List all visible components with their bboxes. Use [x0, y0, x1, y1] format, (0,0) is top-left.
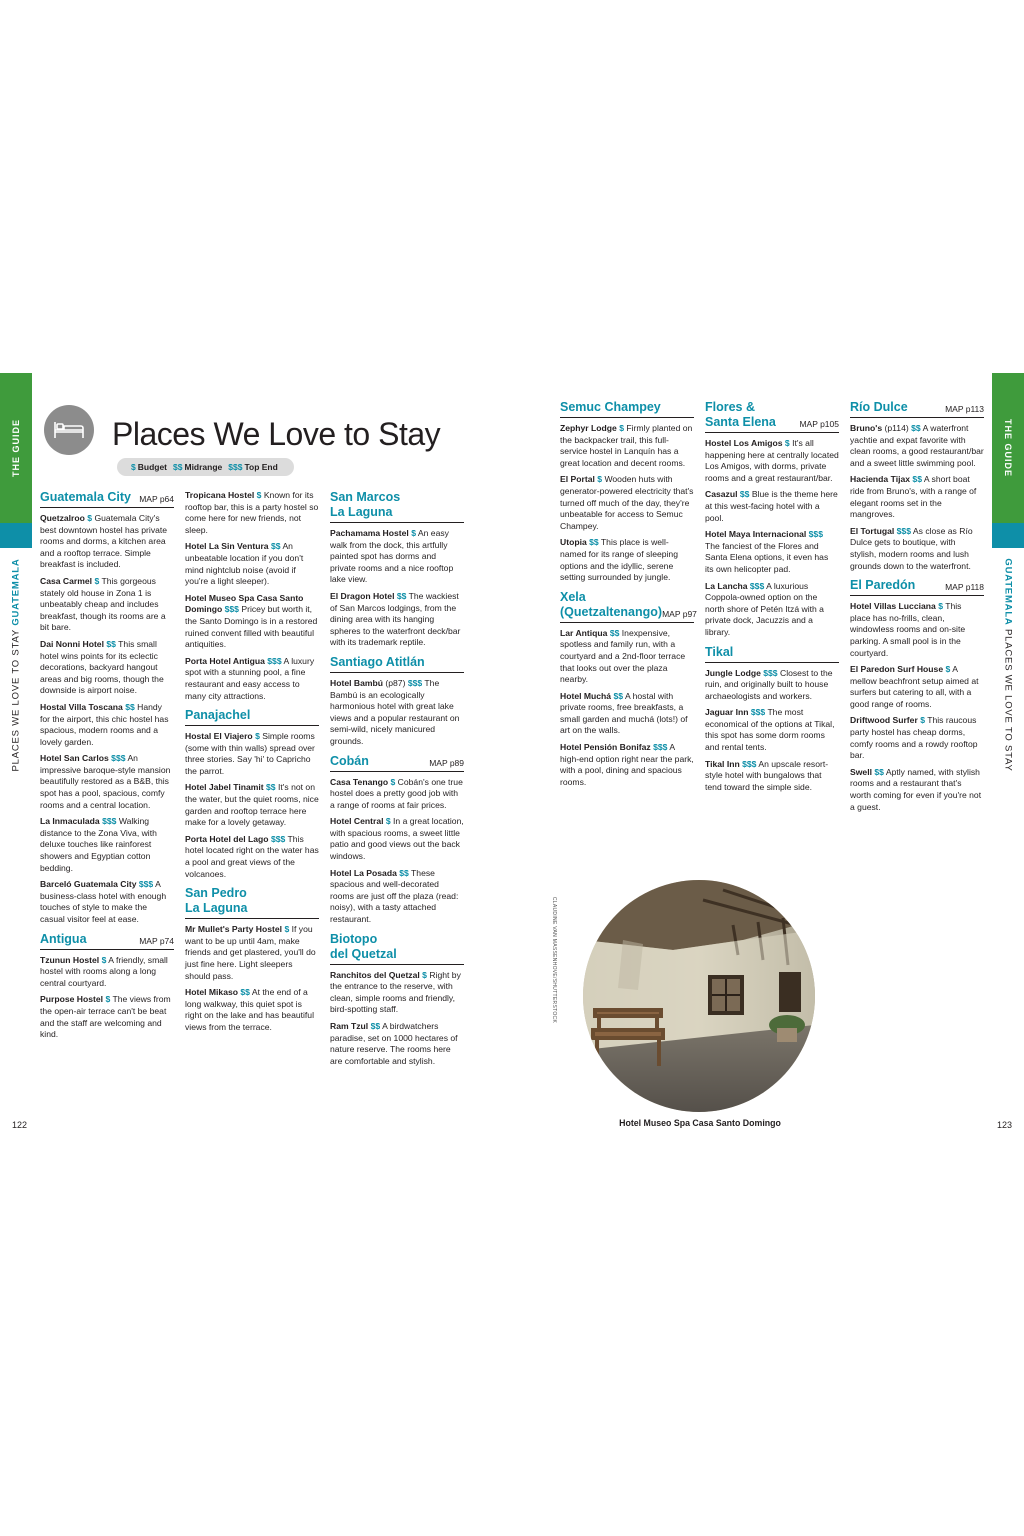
listing-name: Hacienda Tijax — [850, 474, 911, 485]
listing-price: $$$ — [138, 879, 154, 890]
listing-entry — [330, 868, 464, 926]
section-heading — [850, 400, 984, 418]
listing-price: $$ — [370, 1021, 381, 1031]
photo-credit-text: CLAUDINE VAN MASSENHOVE/SHUTTERSTOCK — [551, 896, 557, 1024]
left-tab-guide — [0, 373, 32, 523]
listing-description: The Bambú is an ecologically harmonious hotel with great lake views and a popular restaurant on semi-wild, nicely manicured grounds. — [330, 677, 460, 746]
listing-description: This place has no-frills, clean, windowless rooms and on-site parking. A small pool is in the courtyard. — [850, 601, 966, 658]
listing-name: Porta Hotel del Lago — [185, 833, 269, 844]
listing-price: $ — [87, 513, 93, 523]
section — [330, 655, 464, 748]
listing-entry — [560, 474, 694, 532]
listing-description: Walking distance to the Zona Viva, with deluxe touches like rainforest showers and Egyptian cotton bedding. — [40, 816, 157, 873]
listing-name: Hotel Museo Spa Casa Santo Domingo — [185, 592, 304, 615]
photo-caption: Hotel Museo Spa Casa Santo Domingo — [619, 1118, 781, 1128]
listing-entry — [705, 581, 839, 639]
section-map-ref: MAP p97 — [662, 608, 697, 619]
legend-label: Midrange — [184, 462, 223, 472]
left-page-number: 122 — [12, 1120, 28, 1130]
section-title: Guatemala City — [40, 490, 132, 504]
section-heading — [330, 754, 464, 772]
right-column-1 — [560, 400, 697, 794]
legend-label: Top End — [244, 462, 278, 472]
section — [40, 490, 174, 926]
section-heading — [40, 932, 174, 950]
right-tab-guide-label: THE GUIDE — [1003, 418, 1014, 478]
listing-name: El Dragon Hotel — [330, 590, 395, 601]
listing-description: A birdwatchers paradise, set on 1000 hectares of nature reserve. The rooms here are comfortable and stylish. — [330, 1021, 458, 1066]
left-side-running — [4, 560, 28, 770]
listing-name: El Portal — [560, 474, 595, 485]
section-title: Tikal — [705, 644, 734, 659]
right-column-3 — [850, 400, 984, 819]
listing-price: $$$ — [111, 753, 126, 764]
listing-name: El Tortugal — [850, 525, 895, 536]
listing-description: This hotel located right on the water has a pool and great views of the volcanoes. — [185, 833, 319, 879]
listing-name: Dai Nonni Hotel — [40, 638, 104, 649]
listing-price: $$$ — [653, 742, 668, 753]
listing-price: $ — [105, 994, 111, 1005]
listing-price: $$$ — [749, 580, 765, 591]
listing-page-ref: (p114) — [884, 423, 909, 433]
listing-price: $$$ — [750, 707, 766, 718]
listing-entry — [40, 576, 174, 634]
listing-price: $ — [94, 575, 100, 586]
section-title: San Pedro La Laguna — [185, 886, 248, 916]
listing-description: Right by the entrance to the reserve, with clean, simple rooms and friendly, bird-spotting staff. — [330, 969, 461, 1015]
right-tab-country — [992, 523, 1024, 548]
listing-description: Cobán's one true hostel does a pretty good job with a range of rooms at fair prices. — [330, 776, 463, 810]
section-heading — [560, 400, 694, 418]
listing-price: $$ — [240, 987, 250, 998]
listing-entry — [850, 767, 984, 813]
listing-entry — [330, 777, 464, 812]
legend-item — [173, 462, 222, 472]
listing-name: Lar Antiqua — [560, 627, 608, 638]
section-title: San Marcos La Laguna — [330, 490, 401, 519]
listing-entry — [560, 628, 694, 686]
left-tab-guide-label: THE GUIDE — [11, 418, 22, 478]
section-heading — [850, 578, 984, 596]
section — [330, 490, 464, 649]
listing-price: $$ — [609, 627, 620, 638]
listing-price: $$ — [399, 867, 409, 878]
listing-name: Casazul — [705, 489, 738, 500]
listing-description: Blue is the theme here at this west-facing hotel with a pool. — [705, 489, 838, 523]
listing-price: $ — [256, 490, 262, 500]
listing-description: Aptly named, with stylish rooms and a restaurant that's worth coming for even if you're not a guest. — [850, 766, 982, 812]
section-heading — [330, 932, 464, 965]
left-column-3 — [330, 490, 464, 1073]
listing-price: $$$ — [763, 667, 778, 678]
listing-name: Jungle Lodge — [705, 667, 761, 678]
listing-entry — [185, 782, 319, 828]
listing-price: $$$ — [270, 833, 286, 844]
listing-name: Mr Mullet's Party Hostel — [185, 924, 283, 935]
listing-description: As close as Río Dulce gets to boutique, with stylish, modern rooms and lush grounds down to the waterfront. — [850, 525, 973, 571]
right-page-number: 123 — [997, 1120, 1013, 1130]
listing-entry — [560, 742, 694, 788]
section-map-ref: MAP p64 — [139, 494, 174, 504]
listing-name: Porta Hotel Antigua — [185, 655, 265, 666]
listing-name: Hotel San Carlos — [40, 753, 109, 764]
listing-name: Purpose Hostel — [40, 994, 104, 1005]
listing-description: Wooden huts with generator-powered electricity that's turned off much of the day, they're unbeatable for access to Semuc Champey. — [560, 474, 694, 531]
listing-name: Ram Tzul — [330, 1021, 369, 1031]
listing-entry — [705, 707, 839, 753]
listing-description: A mellow beachfront setup aimed at surfers but catering to all, with a good range of rooms. — [850, 664, 979, 709]
left-tab-country — [0, 523, 32, 548]
listing-description: A business-class hotel with enough touches of style to make the casual visitor feel at ease. — [40, 879, 167, 924]
listing-name: Hotel Central — [330, 816, 384, 827]
listing-entry — [850, 474, 984, 520]
listing-entry — [185, 490, 319, 536]
hotel-photo — [583, 880, 815, 1112]
section-title: Santiago Atitlán — [330, 654, 425, 669]
section-heading — [185, 886, 319, 919]
listing-name: Casa Tenango — [330, 776, 389, 787]
section-title: Antigua — [40, 931, 87, 946]
listing-name: Tzunun Hostel — [40, 954, 100, 965]
legend-item — [131, 462, 167, 472]
section-heading — [705, 400, 839, 433]
section-title: Semuc Champey — [560, 400, 661, 414]
legend-label: Budget — [137, 462, 168, 472]
listing-name: Hostel Los Amigos — [705, 438, 783, 448]
photo-credit — [549, 896, 559, 1024]
listing-price: $$ — [106, 638, 116, 649]
listing-description: An easy walk from the dock, this artfully painted spot has dorms and private rooms and a nice rooftop lake view. — [330, 528, 454, 585]
listing-price: $$ — [270, 541, 281, 552]
listing-entry — [185, 924, 319, 982]
listing-name: Hotel Maya Internacional — [705, 529, 807, 540]
listing-page-ref: (p87) — [385, 677, 406, 688]
listing-name: Barceló Guatemala City — [40, 879, 137, 890]
listing-description: A short boat ride from Bruno's, with a range of elegant rooms set in the mangroves. — [850, 474, 977, 520]
listing-entry — [185, 834, 319, 880]
section-title: Cobán — [330, 753, 369, 768]
listing-name: Hotel Muchá — [560, 690, 612, 701]
right-side-running-text: PLACES WE LOVE TO STAY — [1002, 629, 1014, 772]
listing-description: A friendly, small hostel with rooms along a long central courtyard. — [40, 954, 168, 988]
listing-description: It's all happening here at centrally located Los Amigos, with dorms, private rooms and a great restaurant/bar. — [705, 438, 839, 483]
listing-name: Tikal Inn — [705, 758, 740, 769]
section-map-ref: MAP p89 — [429, 757, 464, 768]
listing-price: $$$ — [102, 816, 117, 827]
section-title: Biotopo del Quetzal — [330, 931, 397, 961]
listing-description: A waterfront yachtie and expat favorite with clean rooms, a good restaurant/bar and a sweet little swimming pool. — [850, 423, 984, 468]
listing-price: $ — [385, 816, 391, 827]
listing-entry — [330, 816, 464, 862]
listing-description: Known for its rooftop bar, this is a party hostel so come here for new friends, not sleep. — [185, 490, 319, 535]
listing-price: $ — [422, 969, 427, 980]
listing-name: Zephyr Lodge — [560, 423, 617, 433]
listing-name: La Lancha — [705, 580, 748, 591]
section — [560, 589, 697, 789]
listing-name: Quetzalroo — [40, 513, 85, 523]
legend-symbol: $$$ — [228, 462, 243, 472]
section-title: El Paredón — [850, 578, 916, 593]
listing-price: $$$ — [407, 677, 423, 688]
section — [330, 932, 464, 1068]
listing-price: $$ — [613, 690, 624, 701]
section-title: Xela (Quetzaltenango) — [560, 589, 663, 619]
section — [705, 645, 839, 794]
listing-description: A luxurious Coppola-owned option on the north shore of Petén Itzá with a private dock, Jacuzzis and a library. — [705, 580, 824, 637]
section-map-ref: MAP p113 — [945, 404, 984, 414]
listing-description: In a great location, with spacious rooms, a sweet little patio and good views out the back windows. — [330, 816, 464, 862]
listing-entry — [185, 541, 319, 587]
listing-price: $$ — [396, 590, 407, 601]
left-side-running-text: PLACES WE LOVE TO STAY — [10, 629, 22, 772]
listing-price: $$$ — [808, 529, 823, 540]
listing-entry — [40, 994, 174, 1040]
left-side-country-text: GUATEMALA — [10, 558, 22, 626]
listing-price: $ — [784, 438, 790, 448]
section — [185, 708, 319, 880]
listing-name: Bruno's — [850, 423, 883, 433]
listing-price: $$$ — [224, 604, 239, 615]
listing-description: The fanciest of the Flores and Santa Elena options, it even has its own helicopter pad. — [705, 540, 829, 574]
listing-price: $$ — [912, 474, 922, 485]
section-title: Panajachel — [185, 708, 251, 723]
listing-description: This gorgeous stately old house in Zona 1 is unbeatably cheap and includes breakfast, though its rooms are a bit bare. — [40, 575, 166, 633]
listing-name: Hotel Villas Lucciana — [850, 601, 936, 612]
listing-description: At the end of a long walkway, this quiet spot is right on the lake and has beautiful views from the terrace. — [185, 987, 314, 1032]
left-column-1 — [40, 490, 174, 1047]
listing-price: $ — [255, 731, 260, 742]
listing-entry — [330, 970, 464, 1016]
listing-description: It's not on the water, but the quiet rooms, nice garden and rooftop terrace here make for a lovely getaway. — [185, 782, 319, 828]
listing-entry — [850, 715, 984, 761]
section — [705, 400, 839, 639]
listing-entry — [850, 664, 984, 710]
listing-price: $$ — [125, 701, 135, 712]
listing-price: $ — [920, 715, 925, 726]
listing-entry — [330, 591, 464, 649]
listing-name: Hostal El Viajero — [185, 731, 253, 742]
legend-item — [228, 462, 278, 472]
section-map-ref: MAP p118 — [945, 582, 984, 593]
section-map-ref: MAP p105 — [799, 419, 839, 429]
listing-price: $ — [597, 474, 603, 485]
listing-name: Hotel Mikaso — [185, 987, 239, 998]
section-heading — [330, 490, 464, 523]
listing-description: Guatemala City's best downtown hostel has private rooms and dorms, a kitchen area and a rooftop terrace. Simple breakfast is included. — [40, 513, 168, 570]
listing-price: $ — [619, 423, 624, 433]
listing-price: $$$ — [267, 655, 282, 666]
section — [850, 400, 984, 572]
listing-description: Firmly planted on the backpacker trail, this full-service hostel in Lanquín has a great location and decent rooms. — [560, 423, 693, 468]
listing-description: An impressive baroque-style mansion beautifully restored as a B&B, this spot has a pool, spacious, comfy rooms and a central location. — [40, 753, 171, 810]
listing-entry — [40, 639, 174, 697]
listing-name: Hotel Pensión Bonifaz — [560, 742, 651, 753]
page-title: Places We Love to Stay — [112, 416, 441, 452]
section-title: Río Dulce — [850, 400, 908, 414]
right-column-2 — [705, 400, 839, 799]
listing-entry — [850, 423, 984, 469]
listing-price: $$ — [589, 537, 599, 548]
section-heading — [560, 589, 697, 623]
section — [850, 578, 984, 813]
section — [40, 932, 174, 1041]
listing-description: Handy for the airport, this chic hostel has spacious, modern rooms and a lovely garden. — [40, 701, 169, 747]
left-column-2 — [185, 490, 319, 1040]
listing-description: This raucous party hostel has cheap dorms, comfy rooms and a rowdy rooftop bar. — [850, 715, 978, 761]
listing-description: A luxury spot with a stunning pool, a fine restaurant and easy access to many city attractions. — [185, 655, 315, 701]
listing-price: $ — [945, 664, 951, 675]
listing-entry — [330, 528, 464, 586]
listing-description: Inexpensive, spotless and family run, with a courtyard and a 2nd-floor terrace that looks out over the plaza nearby. — [560, 627, 686, 685]
listing-price: $$ — [739, 489, 750, 500]
listing-price: $ — [411, 528, 416, 538]
right-tab-guide — [992, 373, 1024, 523]
listing-description: A hostal with private rooms, free breakfasts, a small garden and muchá (lots!) of art on the walls. — [560, 690, 688, 736]
listing-entry — [850, 601, 984, 659]
listing-entry — [40, 816, 174, 874]
legend-symbol: $$ — [173, 462, 183, 472]
listing-price: $ — [938, 601, 943, 612]
listing-entry — [560, 423, 694, 469]
listing-entry — [850, 526, 984, 572]
listing-name: Hotel Bambú — [330, 677, 383, 688]
right-side-country-text: GUATEMALA — [1002, 558, 1014, 626]
listing-description: A high-end option right near the park, with a pool, dining and spacious rooms. — [560, 742, 694, 787]
listing-name: Tropicana Hostel — [185, 490, 255, 500]
section — [560, 400, 694, 584]
listing-entry — [705, 759, 839, 794]
listing-description: Pricey but worth it, the Santo Domingo is in a restored ruined convent filled with beautiful antiquities. — [185, 604, 318, 650]
listing-entry — [40, 879, 174, 925]
section — [185, 886, 319, 1033]
bed-icon — [44, 405, 94, 455]
listing-price: $$$ — [742, 758, 757, 769]
listing-entry — [40, 702, 174, 748]
listing-name: El Paredon Surf House — [850, 664, 944, 675]
listing-entry — [560, 537, 694, 583]
section-map-ref: MAP p74 — [139, 935, 174, 946]
section-heading — [185, 708, 319, 726]
listing-entry — [705, 438, 839, 484]
listing-name: Driftwood Surfer — [850, 715, 918, 726]
listing-description: This small hotel wins points for its eclectic decorations, backyard hangout areas and big rooms, though the downside is airport noise. — [40, 638, 164, 696]
listing-entry — [185, 987, 319, 1033]
listing-description: An upscale resort-style hotel with bungalows that tend toward the simple side. — [705, 758, 829, 792]
listing-name: Hotel La Posada — [330, 867, 397, 878]
section-heading — [330, 655, 464, 673]
listing-entry — [560, 691, 694, 737]
listing-entry — [185, 656, 319, 702]
listing-description: The views from the open-air terrace can't be beat and the staff are welcoming and kind. — [40, 994, 171, 1040]
section — [185, 490, 319, 702]
listing-description: If you want to be up until 4am, make friends and get plastered, you'll do just fine here. Light sleepers should pass. — [185, 924, 316, 981]
listing-entry — [705, 529, 839, 575]
listing-price: $$ — [874, 766, 884, 777]
listing-name: Utopia — [560, 537, 587, 548]
listing-name: Casa Carmel — [40, 575, 93, 586]
listing-description: An unbeatable location if you don't mind nightclub noise (avoid if you're a light sleeper). — [185, 541, 304, 587]
listing-name: Jaguar Inn — [705, 707, 749, 718]
listing-entry — [40, 955, 174, 990]
legend-symbol: $ — [131, 462, 136, 472]
listing-name: Hostal Villa Toscana — [40, 701, 123, 712]
listing-name: Hotel Jabel Tinamit — [185, 782, 264, 793]
listing-description: Closest to the ruin, and originally built to house archaeologists and workers. — [705, 667, 833, 701]
listing-entry — [705, 668, 839, 703]
listing-price: $ — [284, 924, 290, 935]
section-heading — [40, 490, 174, 508]
listing-price: $ — [101, 954, 107, 965]
listing-entry — [330, 1021, 464, 1067]
listing-price: $$ — [266, 782, 276, 793]
listing-entry — [185, 731, 319, 777]
listing-entry — [705, 489, 839, 524]
listing-price: $$ — [911, 423, 921, 433]
listing-description: This place is well-named for its range of sleeping options and the idyllic, serene setting surrounded by jungle. — [560, 537, 678, 583]
section — [330, 754, 464, 926]
listing-name: La Inmaculada — [40, 816, 100, 827]
listing-name: Ranchitos del Quetzal — [330, 969, 420, 980]
listing-description: These spacious and well-decorated rooms are just off the plaza (read: noisy), with a tasty attached restaurant. — [330, 867, 459, 925]
listing-name: Swell — [850, 766, 872, 777]
listing-name: Hotel La Sin Ventura — [185, 541, 269, 552]
section-heading — [705, 645, 839, 663]
price-legend — [117, 458, 294, 476]
listing-entry — [40, 513, 174, 571]
listing-name: Pachamama Hostel — [330, 528, 409, 538]
listing-price: $ — [390, 776, 396, 787]
listing-entry — [40, 753, 174, 811]
listing-price: $$$ — [896, 525, 911, 536]
section-title: Flores & Santa Elena — [705, 400, 776, 429]
listing-description: Simple rooms (some with thin walls) spread over three stories. Say 'hi' to Capricho the parrot. — [185, 731, 315, 776]
listing-entry — [330, 678, 464, 748]
right-side-running — [996, 560, 1020, 770]
listing-description: The wackiest of San Marcos lodgings, from the dining area with its hanging spheres to the waterfront deck/bar with its trademark reptile. — [330, 590, 461, 648]
listing-entry — [185, 593, 319, 651]
listing-description: The most economical of the options at Tikal, this spot has some dorm rooms and rental tents. — [705, 707, 835, 753]
